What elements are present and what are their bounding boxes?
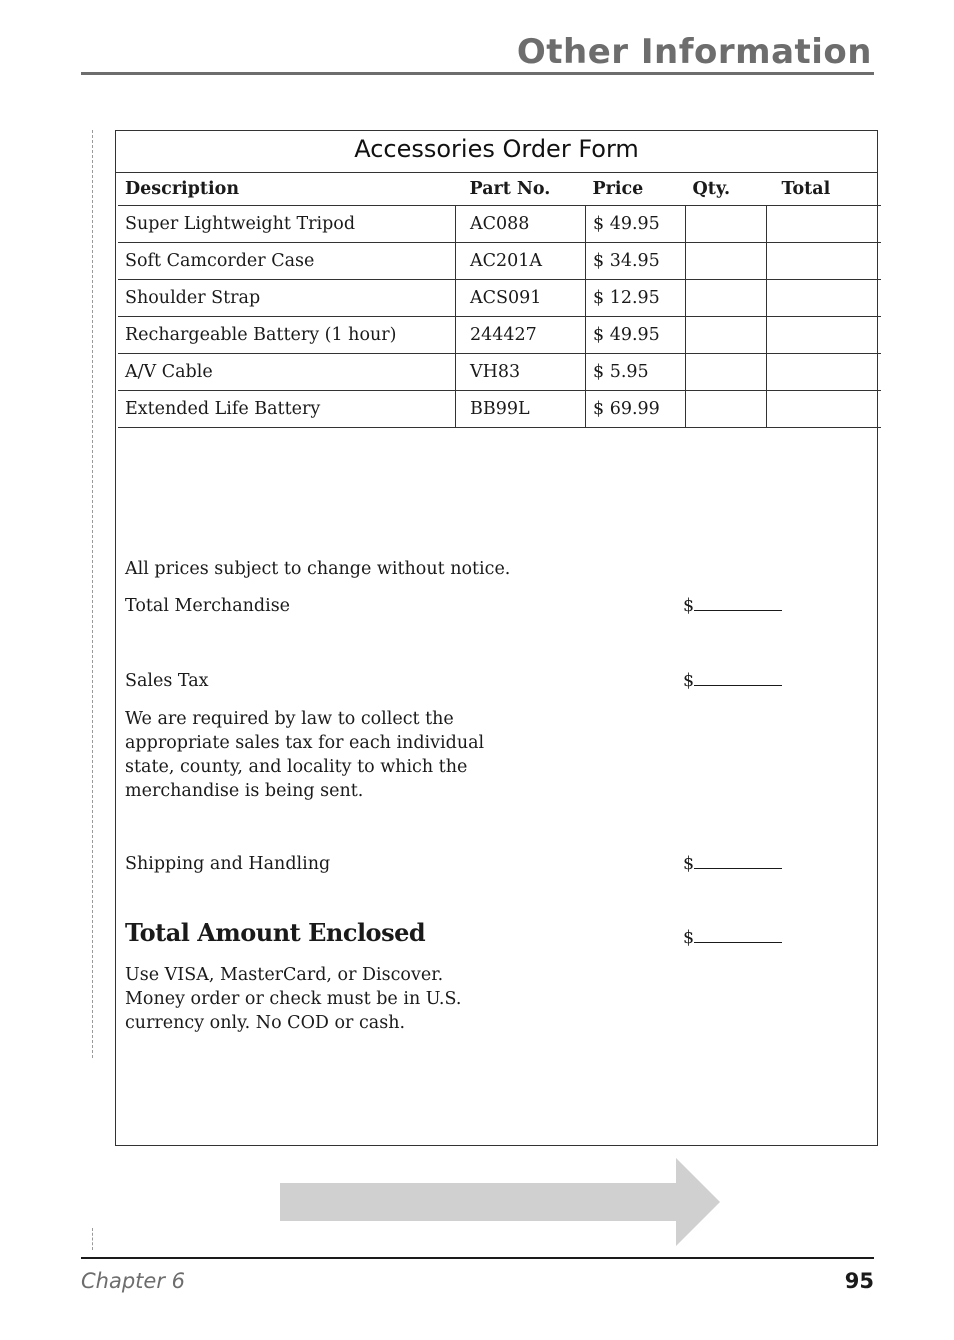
item-qty-cell[interactable] <box>686 206 767 243</box>
page-header-title: Other Information <box>516 32 872 72</box>
total-amount-label: Total Amount Enclosed <box>125 918 426 947</box>
item-price: $ 5.95 <box>586 354 686 391</box>
sales-tax-field[interactable] <box>683 669 782 691</box>
item-total-cell[interactable] <box>767 206 882 243</box>
item-description: A/V Cable <box>118 354 456 391</box>
column-header-description: Description <box>118 173 456 206</box>
currency-symbol: $ <box>683 671 695 691</box>
item-total-cell[interactable] <box>767 354 882 391</box>
item-qty-cell[interactable] <box>686 243 767 280</box>
blank-line <box>694 594 782 611</box>
item-description: Soft Camcorder Case <box>118 243 456 280</box>
item-total-cell[interactable] <box>767 391 882 428</box>
currency-symbol: $ <box>683 928 695 948</box>
table-row <box>118 391 881 428</box>
item-total-cell[interactable] <box>767 243 882 280</box>
header-rule <box>81 72 874 75</box>
item-qty-cell[interactable] <box>686 354 767 391</box>
table-header-row <box>118 173 881 206</box>
item-price: $ 34.95 <box>586 243 686 280</box>
item-price: $ 49.95 <box>586 317 686 354</box>
item-part-no: BB99L <box>456 391 586 428</box>
table-row <box>118 280 881 317</box>
table-row <box>118 206 881 243</box>
item-qty-cell[interactable] <box>686 391 767 428</box>
column-header-qty: Qty. <box>686 173 767 206</box>
cut-line-lower <box>92 1228 93 1250</box>
table-row <box>118 354 881 391</box>
item-part-no: AC201A <box>456 243 586 280</box>
column-header-price: Price <box>586 173 686 206</box>
item-description: Rechargeable Battery (1 hour) <box>118 317 456 354</box>
shipping-label: Shipping and Handling <box>125 854 331 874</box>
item-part-no: AC088 <box>456 206 586 243</box>
item-price: $ 12.95 <box>586 280 686 317</box>
total-amount-field[interactable] <box>683 926 782 948</box>
table-row <box>118 243 881 280</box>
item-description: Extended Life Battery <box>118 391 456 428</box>
blank-line <box>694 926 782 943</box>
total-merchandise-label: Total Merchandise <box>125 596 291 616</box>
order-form <box>115 130 878 1146</box>
blank-line <box>694 669 782 686</box>
item-qty-cell[interactable] <box>686 317 767 354</box>
price-notice: All prices subject to change without notice. <box>125 559 511 579</box>
sales-tax-note: We are required by law to collect the appropriate sales tax for each individual state, county, and locality to which the merchandise is being sent. <box>125 709 485 801</box>
order-table <box>118 173 881 428</box>
item-part-no: ACS091 <box>456 280 586 317</box>
page-number: 95 <box>844 1269 874 1293</box>
column-header-part-no: Part No. <box>456 173 586 206</box>
item-part-no: 244427 <box>456 317 586 354</box>
column-header-total: Total <box>767 173 882 206</box>
footer-rule <box>81 1257 874 1259</box>
currency-symbol: $ <box>683 854 695 874</box>
total-merchandise-field[interactable] <box>683 594 782 616</box>
blank-line <box>694 852 782 869</box>
form-title: Accessories Order Form <box>354 135 639 163</box>
item-total-cell[interactable] <box>767 280 882 317</box>
table-row <box>118 317 881 354</box>
item-description: Super Lightweight Tripod <box>118 206 456 243</box>
item-total-cell[interactable] <box>767 317 882 354</box>
continue-arrow-icon <box>280 1158 722 1248</box>
item-description: Shoulder Strap <box>118 280 456 317</box>
shipping-field[interactable] <box>683 852 782 874</box>
footer-chapter: Chapter 6 <box>81 1269 185 1293</box>
item-qty-cell[interactable] <box>686 280 767 317</box>
item-price: $ 49.95 <box>586 206 686 243</box>
item-part-no: VH83 <box>456 354 586 391</box>
payment-note: Use VISA, MasterCard, or Discover. Money order or check must be in U.S. currency only. No COD or cash. <box>125 965 462 1033</box>
item-price: $ 69.99 <box>586 391 686 428</box>
cut-line <box>92 130 93 1058</box>
sales-tax-label: Sales Tax <box>125 671 209 691</box>
currency-symbol: $ <box>683 596 695 616</box>
